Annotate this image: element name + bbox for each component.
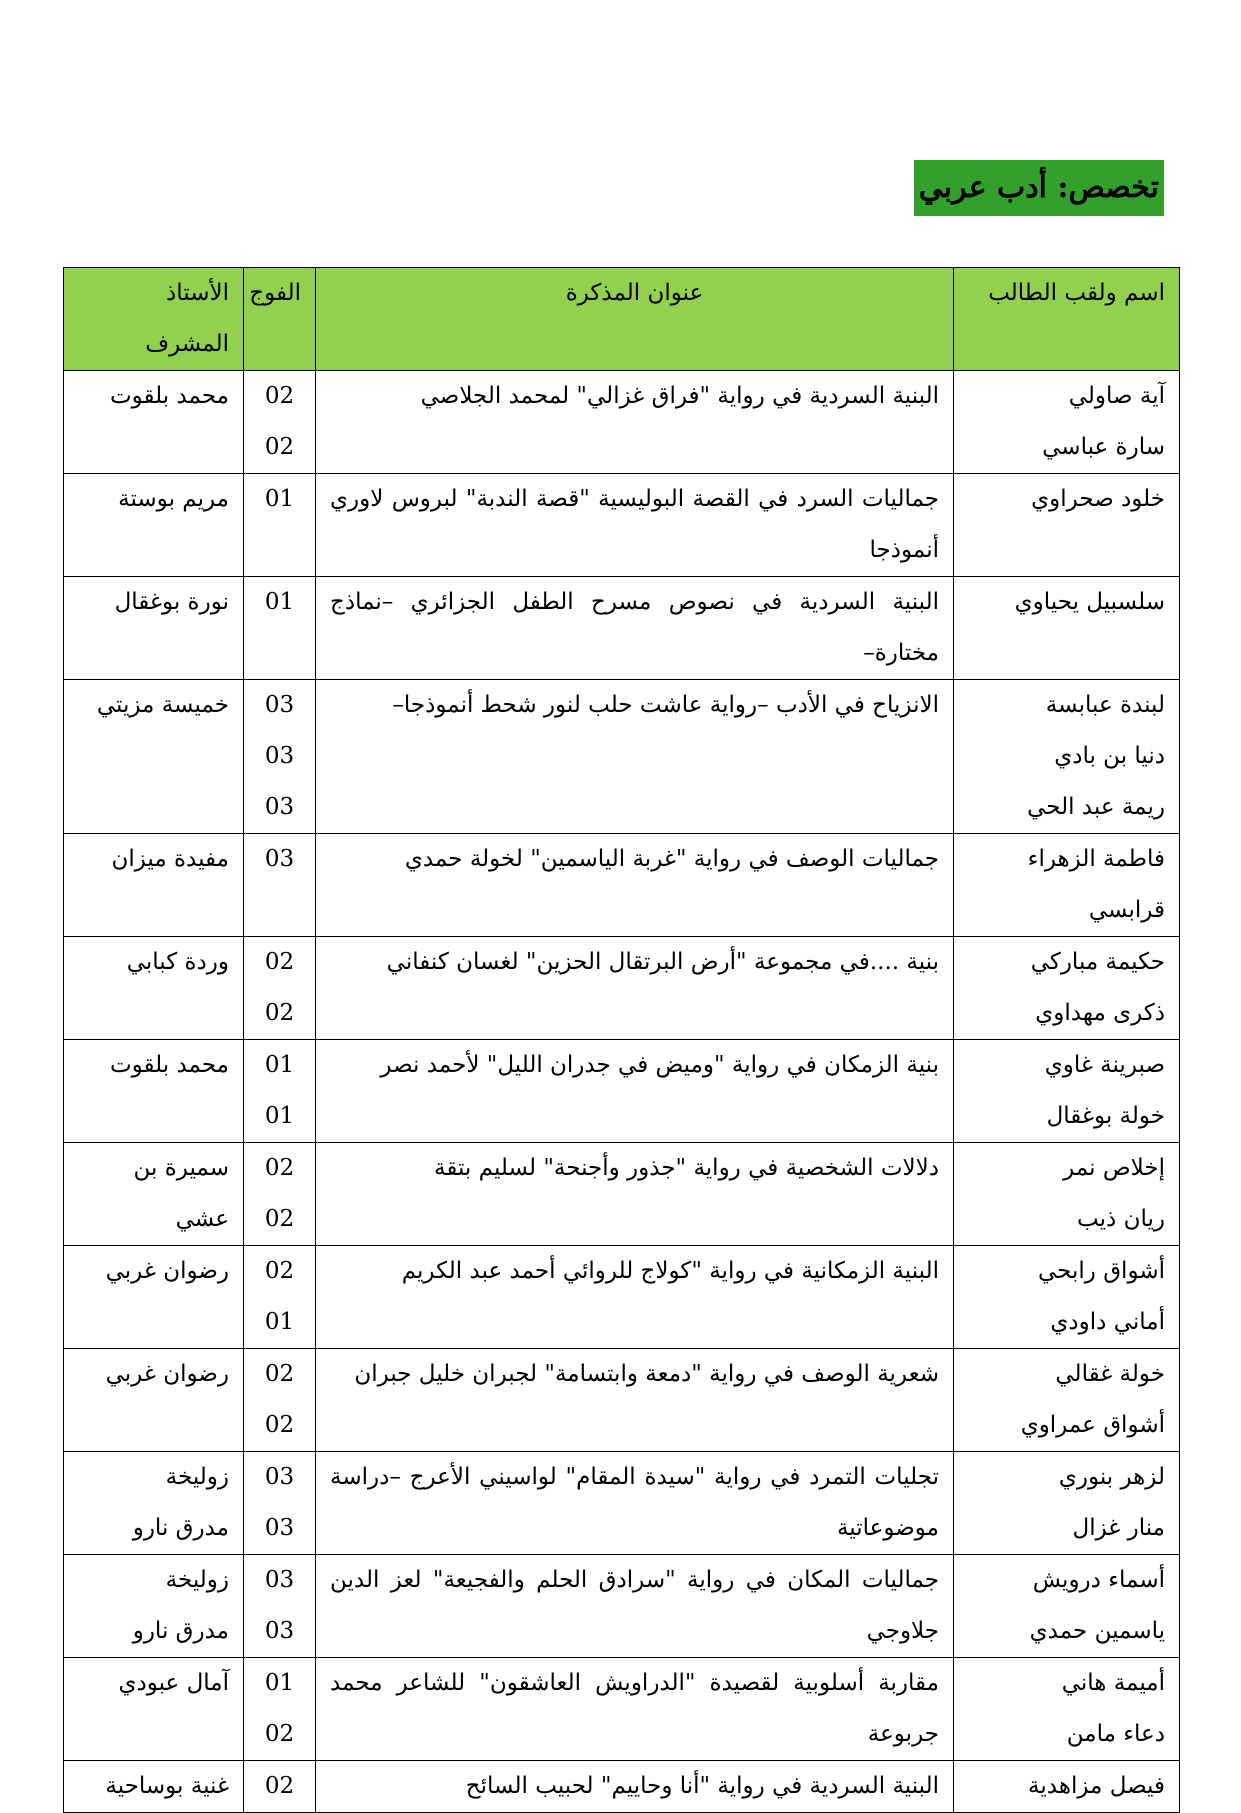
group-cell (244, 680, 316, 834)
student-name: أسماء درويش (1032, 1567, 1165, 1593)
student-names-cell (954, 1452, 1180, 1555)
group-number: 01 (264, 589, 295, 615)
table-row (64, 474, 1180, 577)
group-number: 02 (264, 1361, 295, 1387)
student-name: سارة عباسي (1042, 434, 1165, 460)
memos-table (63, 267, 1180, 1813)
student-names-cell (954, 937, 1180, 1040)
group-number: 01 (264, 1670, 295, 1696)
header-title: عنوان المذكرة (316, 268, 954, 371)
group-number: 03 (264, 743, 295, 769)
supervisor-name: رضوان غربي (105, 1361, 229, 1387)
student-names-cell (954, 1555, 1180, 1658)
student-names-cell (954, 834, 1180, 937)
group-number: 01 (264, 1052, 295, 1078)
group-cell (244, 1349, 316, 1452)
table-row (64, 1040, 1180, 1143)
table-header-row (64, 268, 1180, 371)
supervisor-name: زوليخة (165, 1567, 229, 1593)
supervisor-name: مريم بوستة (118, 486, 229, 512)
group-cell (244, 577, 316, 680)
memo-title: البنية السردية في نصوص مسرح الطفل الجزائري –نماذج مختارة– (316, 577, 954, 680)
memo-title: الانزياح في الأدب –رواية عاشت حلب لنور شحط أنموذجا– (316, 680, 954, 834)
table-body (64, 371, 1180, 1813)
group-cell (244, 834, 316, 937)
student-name: فاطمة الزهراء قرابسي (1027, 846, 1165, 923)
header-student: اسم ولقب الطالب (954, 268, 1180, 371)
student-name: أشواق رابحي (1037, 1258, 1165, 1284)
supervisor-name: وردة كبابي (126, 949, 229, 975)
supervisor-name: خميسة مزيتي (96, 692, 229, 718)
group-cell (244, 1555, 316, 1658)
memo-title: البنية الزمكانية في رواية "كولاج للروائي أحمد عبد الكريم (316, 1246, 954, 1349)
student-name: ريمة عبد الحي (1027, 794, 1165, 820)
student-name: خولة بوغقال (1046, 1103, 1165, 1129)
supervisor-cell (64, 1349, 244, 1452)
group-number: 03 (264, 1515, 295, 1541)
supervisor-cell (64, 1658, 244, 1761)
student-name: ياسمين حمدي (1029, 1618, 1165, 1644)
student-name: خولة غقالي (1055, 1361, 1165, 1387)
table-row (64, 680, 1180, 834)
table-row (64, 577, 1180, 680)
group-cell (244, 937, 316, 1040)
student-names-cell (954, 371, 1180, 474)
group-number: 02 (264, 1721, 295, 1747)
supervisor-cell (64, 1143, 244, 1246)
group-number: 03 (264, 1567, 295, 1593)
supervisor-name: محمد بلقوت (109, 383, 229, 409)
student-name: لبندة عبابسة (1045, 692, 1165, 718)
student-name: صبرينة غاوي (1044, 1052, 1165, 1078)
supervisor-name: مدرق نارو (132, 1618, 229, 1644)
supervisor-cell (64, 1555, 244, 1658)
student-name: خلود صحراوي (1031, 486, 1165, 512)
student-name: دنيا بن بادي (1054, 743, 1165, 769)
supervisor-name: زوليخة (165, 1464, 229, 1490)
student-name: ذكرى مهداوي (1035, 1000, 1165, 1026)
supervisor-name: مفيدة ميزان (111, 846, 229, 872)
group-cell (244, 1452, 316, 1555)
table-row (64, 371, 1180, 474)
table-row (64, 937, 1180, 1040)
group-number: 02 (264, 1412, 295, 1438)
student-name: منار غزال (1072, 1515, 1165, 1541)
memo-title: جماليات الوصف في رواية "غربة الياسمين" لخولة حمدي (316, 834, 954, 937)
student-names-cell (954, 1143, 1180, 1246)
group-number: 02 (264, 1000, 295, 1026)
table-row (64, 1246, 1180, 1349)
student-names-cell (954, 474, 1180, 577)
table-row (64, 1658, 1180, 1761)
group-cell (244, 1040, 316, 1143)
student-name: ريان ذيب (1077, 1206, 1165, 1232)
supervisor-name: آمال عبودي (118, 1670, 229, 1696)
table-row (64, 1761, 1180, 1813)
supervisor-name: غنية بوساحية (105, 1773, 229, 1799)
supervisor-cell (64, 1040, 244, 1143)
group-cell (244, 1658, 316, 1761)
table-row (64, 1143, 1180, 1246)
specialty-title: تخصص: أدب عربي (914, 160, 1164, 216)
supervisor-name: رضوان غربي (105, 1258, 229, 1284)
student-name: أميمة هاني (1061, 1670, 1165, 1696)
supervisor-cell (64, 1761, 244, 1813)
supervisor-name: مدرق نارو (132, 1515, 229, 1541)
student-names-cell (954, 680, 1180, 834)
memo-title: جماليات السرد في القصة البوليسية "قصة الندبة" لبروس لاوري أنموذجا (316, 474, 954, 577)
group-cell (244, 474, 316, 577)
group-number: 02 (264, 1155, 295, 1181)
student-names-cell (954, 1040, 1180, 1143)
supervisor-cell (64, 937, 244, 1040)
table-row (64, 1555, 1180, 1658)
student-name: حكيمة مباركي (1030, 949, 1165, 975)
supervisor-name: نورة بوغقال (114, 589, 229, 615)
student-names-cell (954, 1761, 1180, 1813)
supervisor-cell (64, 680, 244, 834)
student-name: أماني داودي (1050, 1309, 1165, 1335)
student-name: سلسبيل يحياوي (1014, 589, 1165, 615)
student-names-cell (954, 1658, 1180, 1761)
supervisor-cell (64, 577, 244, 680)
header-supervisor: الأستاذ المشرف (64, 268, 244, 371)
group-cell (244, 1246, 316, 1349)
student-name: لزهر بنوري (1058, 1464, 1165, 1490)
supervisor-cell (64, 834, 244, 937)
student-name: دعاء مامن (1066, 1721, 1165, 1747)
student-names-cell (954, 1349, 1180, 1452)
group-number: 03 (264, 846, 295, 872)
student-name: أشواق عمراوي (1020, 1412, 1165, 1438)
group-number: 03 (264, 692, 295, 718)
student-name: إخلاص نمر (1063, 1155, 1165, 1181)
student-names-cell (954, 577, 1180, 680)
memo-title: البنية السردية في رواية "فراق غزالي" لمحمد الجلاصي (316, 371, 954, 474)
memo-title: البنية السردية في رواية "أنا وحاييم" لحبيب السائح (316, 1761, 954, 1813)
group-number: 01 (264, 1309, 295, 1335)
supervisor-cell (64, 474, 244, 577)
group-number: 02 (264, 949, 295, 975)
memo-title: بنية ....في مجموعة "أرض البرتقال الحزين" لغسان كنفاني (316, 937, 954, 1040)
group-cell (244, 371, 316, 474)
group-number: 02 (264, 1773, 295, 1799)
group-number: 02 (264, 383, 295, 409)
table-row (64, 1452, 1180, 1555)
memo-title: مقاربة أسلوبية لقصيدة "الدراويش العاشقون" للشاعر محمد جربوعة (316, 1658, 954, 1761)
group-number: 03 (264, 794, 295, 820)
table-row (64, 1349, 1180, 1452)
memo-title: بنية الزمكان في رواية "وميض في جدران الليل" لأحمد نصر (316, 1040, 954, 1143)
memo-title: دلالات الشخصية في رواية "جذور وأجنحة" لسليم بتقة (316, 1143, 954, 1246)
group-cell (244, 1143, 316, 1246)
memo-title: جماليات المكان في رواية "سرادق الحلم والفجيعة" لعز الدين جلاوجي (316, 1555, 954, 1658)
student-names-cell (954, 1246, 1180, 1349)
group-number: 01 (264, 486, 295, 512)
supervisor-name: سميرة بن عشي (133, 1155, 229, 1232)
group-number: 02 (264, 1258, 295, 1284)
group-number: 03 (264, 1464, 295, 1490)
supervisor-cell (64, 1452, 244, 1555)
student-name: فيصل مزاهدية (1028, 1773, 1165, 1799)
supervisor-name: محمد بلقوت (109, 1052, 229, 1078)
group-cell (244, 1761, 316, 1813)
group-number: 02 (264, 1206, 295, 1232)
table-row (64, 834, 1180, 937)
supervisor-cell (64, 371, 244, 474)
supervisor-cell (64, 1246, 244, 1349)
group-number: 01 (264, 1103, 295, 1129)
group-number: 03 (264, 1618, 295, 1644)
header-group: الفوج (244, 268, 316, 371)
group-number: 02 (264, 434, 295, 460)
student-name: آية صاولي (1068, 383, 1165, 409)
memo-title: تجليات التمرد في رواية "سيدة المقام" لواسيني الأعرج –دراسة موضوعاتية (316, 1452, 954, 1555)
memo-title: شعرية الوصف في رواية "دمعة وابتسامة" لجبران خليل جبران (316, 1349, 954, 1452)
